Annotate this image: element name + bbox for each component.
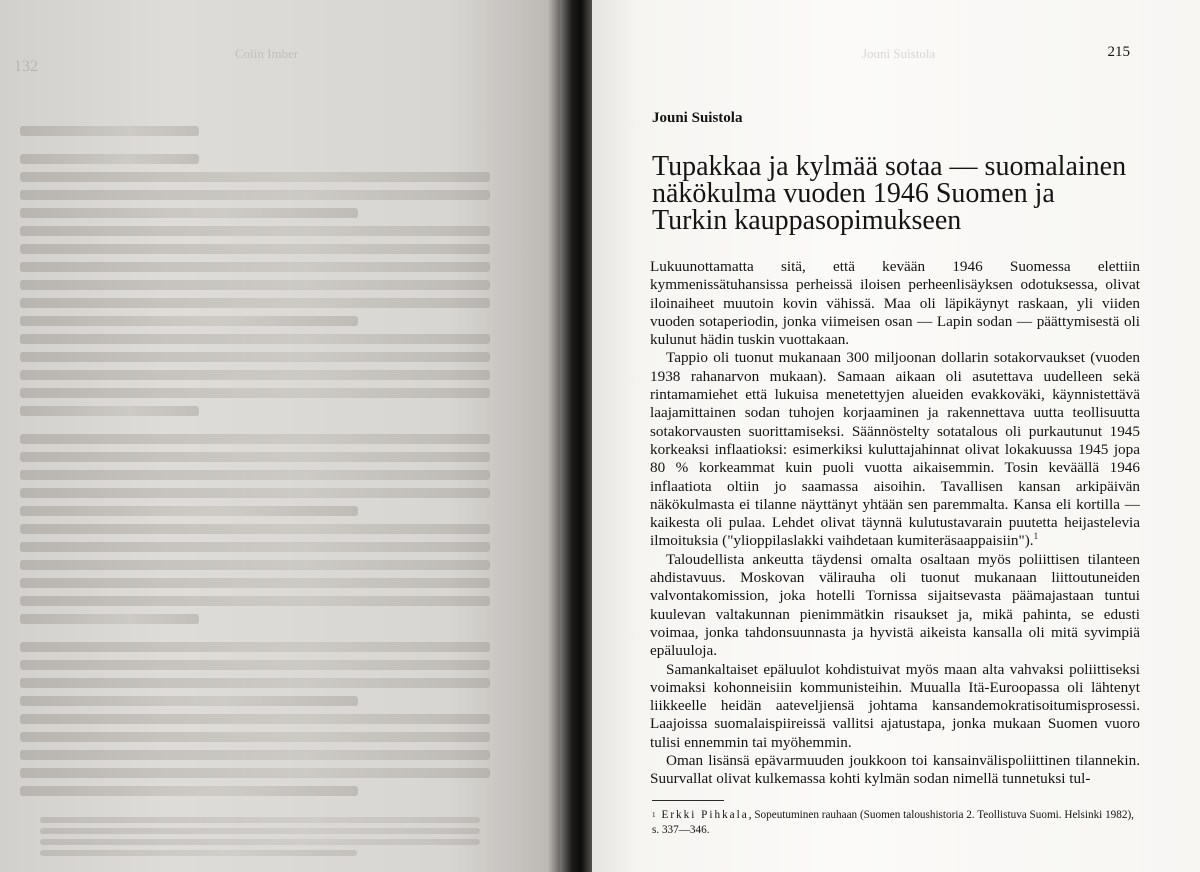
article-author: Jouni Suistola <box>652 110 743 126</box>
footnote-author: Erkki Pihkala <box>661 809 749 821</box>
footnote-marker: 1 <box>652 811 656 819</box>
paragraph-5: Oman lisänsä epävarmuuden joukkoon toi kansainvälispoliittinen tilannekin. Suurvallat olivat kulkemassa kohti kylmän sodan nimellä tunnetuksi tul- <box>650 752 1140 788</box>
paragraph-1: Lukuunottamatta sitä, että kevään 1946 Suomessa elettiin kymmenissätuhansissa perheissä iloisen perheenlisäyksen odotuksessa, olivat iloinaiheet muutoin kovin vähissä. Maa oli läpikäynyt raskaan, yli viiden vuoden sotaperiodin, jonka viimeisen osan — Lapin sodan — päättymisestä oli kulunut hädin tuskin vuottakaan. <box>650 258 1140 349</box>
paragraph-2 <box>650 349 1140 550</box>
footnote <box>652 808 1142 838</box>
left-running-head: Colin Imber <box>235 46 299 61</box>
right-page <box>592 0 1200 872</box>
left-page-faded-text <box>20 118 490 804</box>
left-page-number: 132 <box>14 58 38 75</box>
page-number: 215 <box>1107 44 1130 60</box>
article-title: Tupakkaa ja kylmää sotaa — suomalainen näkökulma vuoden 1946 Suomen ja Turkin kauppasopimukseen <box>652 151 1127 236</box>
footnote-text: , Sopeutuminen rauhaan (Suomen taloushistoria 2. Teollistuva Suomi. Helsinki 1982), s. 337—346. <box>652 809 1134 836</box>
paragraph-2-text: Tappio oli tuonut mukanaan 300 miljoonan dollarin sotakorvaukset (vuoden 1938 rahanarvon mukaan). Samaan aikaan oli asutettava uudelleen sekä rintamamiehet että lukuisa menetettyjen alueiden evakkoväki, käynnistettävä laajamittainen sodan tuhojen korjaaminen ja rakennettava uutta teollisuutta sotakorvausten suorittamiseksi. Säännöstelty sotatalous oli purkautunut 1945 korkeaksi inflaatioksi: esimerkiksi kuluttajahinnat olivat lokakuussa 1945 jopa 80 % korkeammat kuin puoli vuotta aikaisemmin. Tosin keväällä 1946 inflaatiota oltiin jo saamassa aisoihin. Tavallisen kansan arkipäivän näkökulmasta ei tilanne näyttänyt yhtään sen paremmalta. Kansa eli kortilla — kaikesta oli pulaa. Lehdet olivat täynnä kulutustavarain puutetta heijastelevia ilmoituksia ("ylioppilaslakki vaihdetaan kumiteräsaappaisiin"). <box>650 349 1140 550</box>
footnote-reference: 1 <box>1033 531 1039 542</box>
footnote-rule <box>652 800 724 801</box>
paragraph-3: Taloudellista ankeutta täydensi omalta osaltaan myös poliittisen tilanteen ahdistavuus. Moskovan välirauha oli tuonut mukanaan liittoutuneiden valvontakomission, joka hotelli Tornissa sijaitsevasta päämajastaan tuntui kuulevan valtakunnan pienimmätkin risaukset ja, mikä pahinta, se edusti voimaa, jonka tahdonsuunnasta ja hyvistä aikeista kansalla oli mitä syvimpiä epäluuloja. <box>650 550 1140 660</box>
left-page <box>0 0 560 872</box>
left-page-faded-footnote <box>40 812 480 861</box>
right-bleedthrough-head: Jouni Suistola <box>862 46 936 61</box>
article-body <box>650 258 1140 789</box>
paragraph-4: Samankaltaiset epäluulot kohdistuivat myös maan alta vahvaksi poliittiseksi voimaksi kohonneisiin kommunisteihin. Muualla Itä-Euroopassa oli lähtenyt liikkeelle heidän aateveljiensä johtama kansandemokratisoitumisprosessi. Laajoissa suomalaispiireissä vallitsi ajatustapa, jonka mukaan Suomen vuoro tulisi ennemmin tai myöhemmin. <box>650 660 1140 751</box>
